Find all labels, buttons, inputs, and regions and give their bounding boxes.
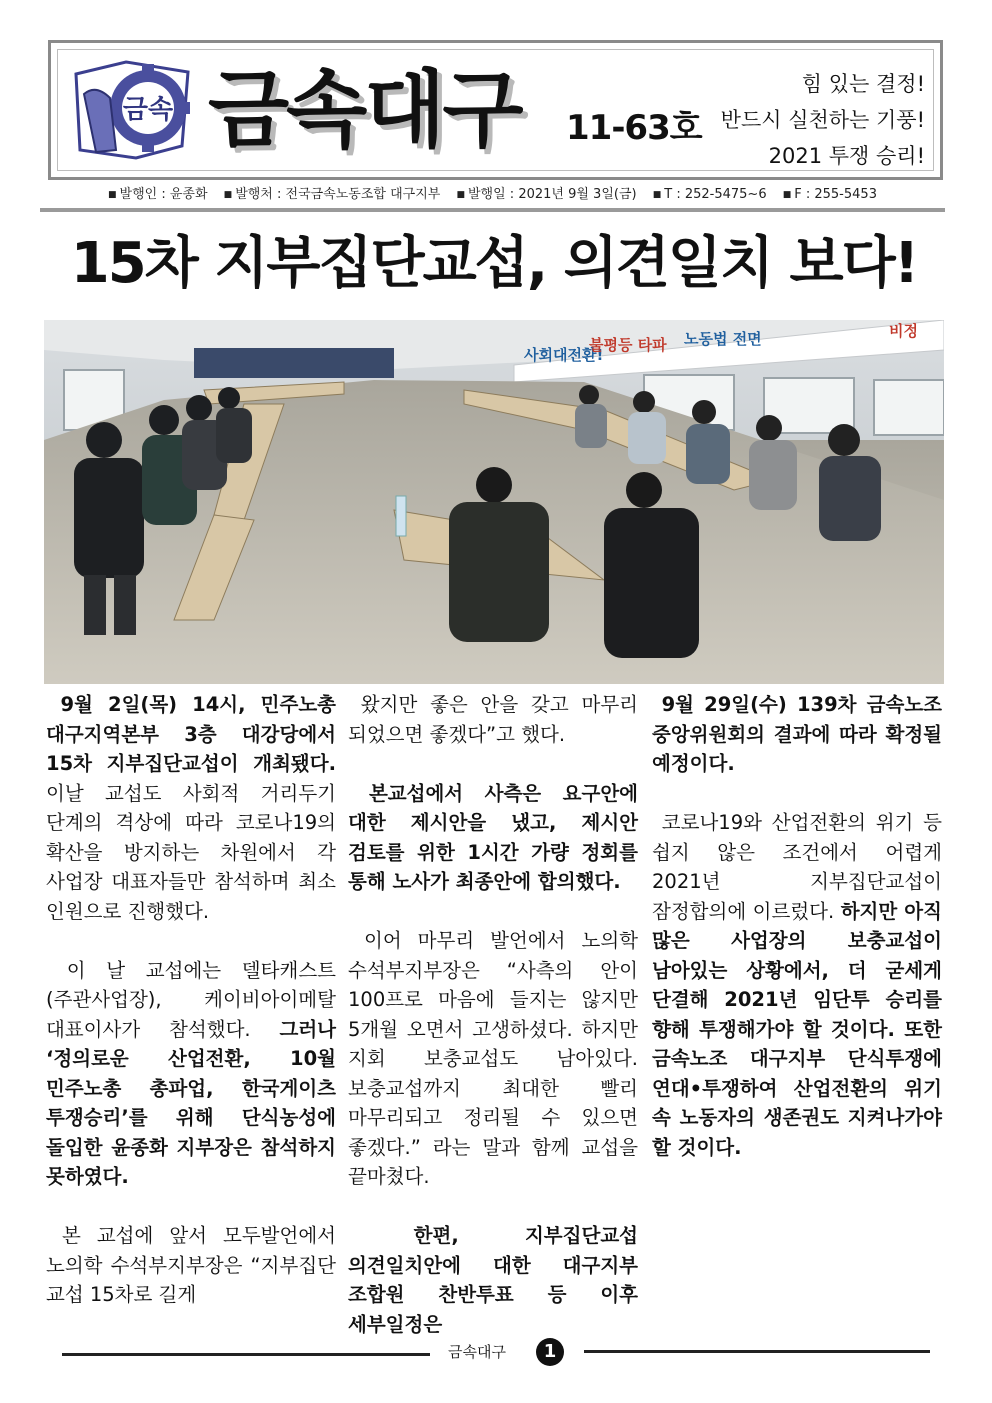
- publishing-office: 발행처 : 전국금속노동조합 대구지부: [235, 187, 441, 202]
- emphasized-text: 본교섭에서 사측은 요구안에 대한 제시안을 냈고, 제시안 검토를 위한 1시간 가량 정회를 통해 노사가 최종안에 합의했다.: [348, 781, 639, 893]
- footer-rule-left: [62, 1353, 430, 1356]
- masthead-frame: [57, 49, 934, 171]
- square-bullet-icon: ■: [782, 190, 792, 200]
- article-column-1: [46, 690, 336, 1339]
- square-bullet-icon: ■: [652, 190, 662, 200]
- body-text: 왔지만 좋은 안을 갖고 마무리 되었으면 좋겠다”고 했다.: [348, 693, 638, 746]
- article-paragraph: [348, 926, 638, 1192]
- slogan-line: 2021 투쟁 승리!: [768, 144, 925, 168]
- newspaper-title: 금속대구: [208, 61, 521, 159]
- meeting-photo: [44, 320, 944, 684]
- publisher: 발행인 : 윤종화: [119, 187, 208, 202]
- body-text: 본 교섭에 앞서 모두발언에서 노의학 수석부지부장은 “지부집단 교섭 15차로 길게: [46, 1224, 337, 1306]
- square-bullet-icon: ■: [223, 190, 233, 200]
- masthead: [48, 40, 943, 180]
- banner-text: 불평등 타파: [589, 336, 667, 354]
- article-paragraph: [348, 779, 638, 897]
- publication-info: [40, 183, 945, 202]
- footer-label: 금속대구: [448, 1343, 506, 1361]
- square-bullet-icon: ■: [456, 190, 465, 200]
- article-paragraph: [46, 956, 336, 1192]
- banner-text: 사회대전환!: [524, 346, 604, 364]
- fax: F : 255-5453: [794, 187, 877, 202]
- article-paragraph: [46, 690, 336, 926]
- issue-number: 11-63호: [566, 108, 702, 148]
- slogans: [721, 66, 925, 174]
- emphasized-text: 하지만 아직 많은 사업장의 보충교섭이 남아있는 상황에서, 더 굳세게 단결해 2021년 임단투 승리를 향해 투쟁해가야 할 것이다. 또한 금속노조 대구지부 단식투쟁에 연대•투쟁하여 산업전환의 위기 속 노동자의 생존권도 지켜나가야 할 것이다.: [652, 899, 942, 1159]
- article-paragraph: [46, 1221, 336, 1310]
- article-column-3: [652, 690, 942, 1192]
- body-text: 코로나19와 산업전환의 위기 등 쉽지 않은 조건에서 어렵게 2021년 지부집단교섭이 잠정합의에 이르렀다.: [652, 811, 943, 923]
- body-text: 이어 마무리 발언에서 노의학 수석부지부장은 “사측의 안이 100프로 마음에 들지는 않지만 5개월 오면서 고생하셨다. 하지만 지회 보충교섭도 남아있다. 보충교섭까지 최대한 빨리 마무리되고 정리될 수 있으면 좋겠다.” 라는 말과 함께 교섭을 끝마쳤다.: [348, 929, 639, 1188]
- emphasized-text: 9월 2일(목) 14시, 민주노총 대구지역본부 3층 대강당에서 15차 지부집단교섭이 개최됐다.: [46, 693, 336, 775]
- banner-text: 노동법 전면: [684, 330, 762, 348]
- telephone: T : 252-5475~6: [664, 187, 767, 202]
- banner-text: 비정: [889, 322, 918, 340]
- article-paragraph: [348, 690, 638, 749]
- emphasized-text: 그러나 ‘정의로운 산업전환, 10월 민주노총 총파업, 한국게이츠 투쟁승리’를 위해 단식농성에 돌입한 윤종화 지부장은 참석하지 못하였다.: [46, 1017, 336, 1188]
- headline: 15차 지부집단교섭, 의견일치 보다!: [70, 231, 918, 296]
- logo-text: 금속: [122, 95, 174, 125]
- publish-date: 발행일 : 2021년 9월 3일(금): [468, 187, 637, 202]
- footer-rule-right: [584, 1350, 930, 1353]
- header-divider: [40, 208, 945, 212]
- union-logo-icon: [66, 54, 196, 164]
- emphasized-text: 한편, 지부집단교섭 의견일치안에 대한 대구지부 조합원 찬반투표 등 이후 세부일정은: [348, 1224, 638, 1336]
- article-column-2: [348, 690, 638, 1369]
- body-text: 이날 교섭도 사회적 거리두기 단계의 격상에 따라 코로나19의 확산을 방지하는 차원에서 각 사업장 대표자들만 참석하며 최소 인원으로 진행했다.: [46, 781, 336, 923]
- emphasized-text: 9월 29일(수) 139차 금속노조 중앙위원회의 결과에 따라 확정될 예정이다.: [652, 693, 942, 775]
- page-number: 1: [536, 1338, 564, 1366]
- article-paragraph: [652, 808, 942, 1162]
- article-paragraph: [348, 1221, 638, 1339]
- slogan-line: 반드시 실천하는 기풍!: [720, 108, 925, 132]
- article-paragraph: [652, 690, 942, 779]
- square-bullet-icon: ■: [108, 190, 117, 200]
- body-text: 이 날 교섭에는 델타캐스트(주관사업장), 케이비아이메탈 대표이사가 참석했다.: [46, 958, 336, 1041]
- slogan-line: 힘 있는 결정!: [801, 72, 925, 96]
